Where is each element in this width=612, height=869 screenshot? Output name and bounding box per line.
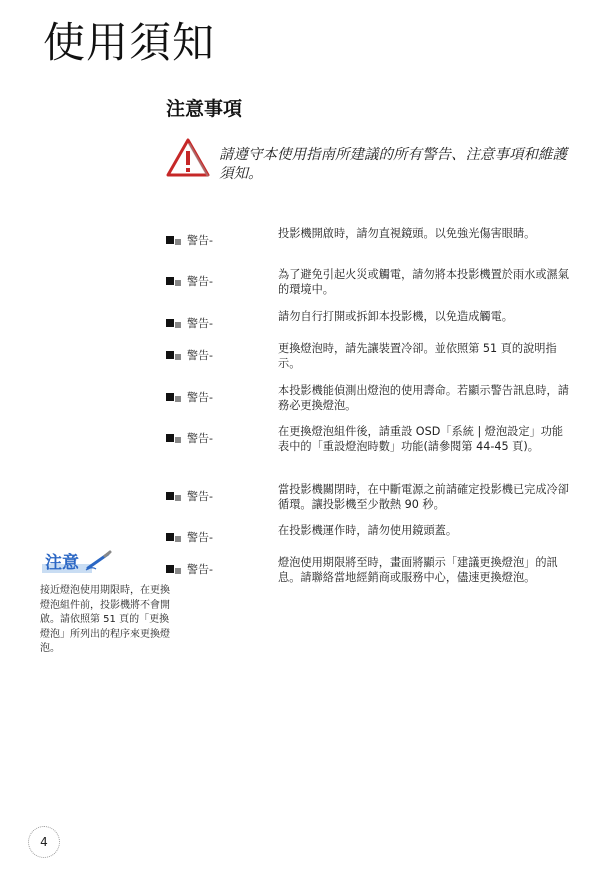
warning-banner-text: 請遵守本使用指南所建議的所有警告、注意事項和維護須知。 [219,147,567,182]
section-title: 注意事項 [166,98,243,120]
warning-label: 警告- [187,531,213,544]
warning-text: 請勿自行打開或拆卸本投影機，以免造成觸電。 [278,310,513,323]
warning-label: 警告- [187,234,213,247]
warning-text: 本投影機能偵測出燈泡的使用壽命。若顯示警告訊息時，請務必更換燈泡。 [278,384,569,412]
warning-text: 燈泡使用期限將至時，畫面將顯示「建議更換燈泡」的訊息。請聯絡當地經銷商或服務中心，儘速更換燈泡。 [278,556,558,584]
warning-text: 在投影機運作時，請勿使用鏡頭蓋。 [278,524,458,537]
bullet-icon [166,350,186,362]
warning-text: 投影機開啟時，請勿直視鏡頭。以免強光傷害眼睛。 [278,227,536,240]
warning-label: 警告- [187,349,213,362]
page-title: 使用須知 [43,18,216,67]
bullet-icon [166,433,186,445]
bullet-icon [166,532,186,544]
warning-label: 警告- [187,563,213,576]
pencil-icon [84,550,114,572]
warning-label: 警告- [187,432,213,445]
warning-text: 當投影機關閉時，在中斷電源之前請確定投影機已完成冷卻循環。讓投影機至少散熱 90 秒。 [278,483,569,511]
warning-label: 警告- [187,317,213,330]
warning-label: 警告- [187,391,213,404]
bullet-icon [166,318,186,330]
note-badge [40,548,115,576]
warning-text: 更換燈泡時，請先讓裝置冷卻。並依照第 51 頁的說明指示。 [278,342,557,370]
warning-text: 為了避免引起火災或觸電，請勿將本投影機置於雨水或濕氣的環境中。 [278,268,569,296]
bullet-icon [166,235,186,247]
warning-label: 警告- [187,275,213,288]
note-box [40,548,170,657]
bullet-icon [166,491,186,503]
note-text: 接近燈泡使用期限時，在更換燈泡組件前，投影機將不會開啟。請依照第 51 頁的「更換燈泡」所列出的程序來更換燈泡。 [40,585,170,654]
bullet-icon [166,276,186,288]
page-number: 4 [28,826,60,858]
warning-label: 警告- [187,490,213,503]
warning-triangle-icon [166,138,210,178]
warning-banner [166,138,586,188]
note-badge-label: 注意 [45,553,79,573]
warning-text: 在更換燈泡組件後，請重設 OSD「系統 | 燈泡設定」功能表中的「重設燈泡時數」功能(請參閱第 44-45 頁)。 [278,425,564,453]
bullet-icon [166,392,186,404]
